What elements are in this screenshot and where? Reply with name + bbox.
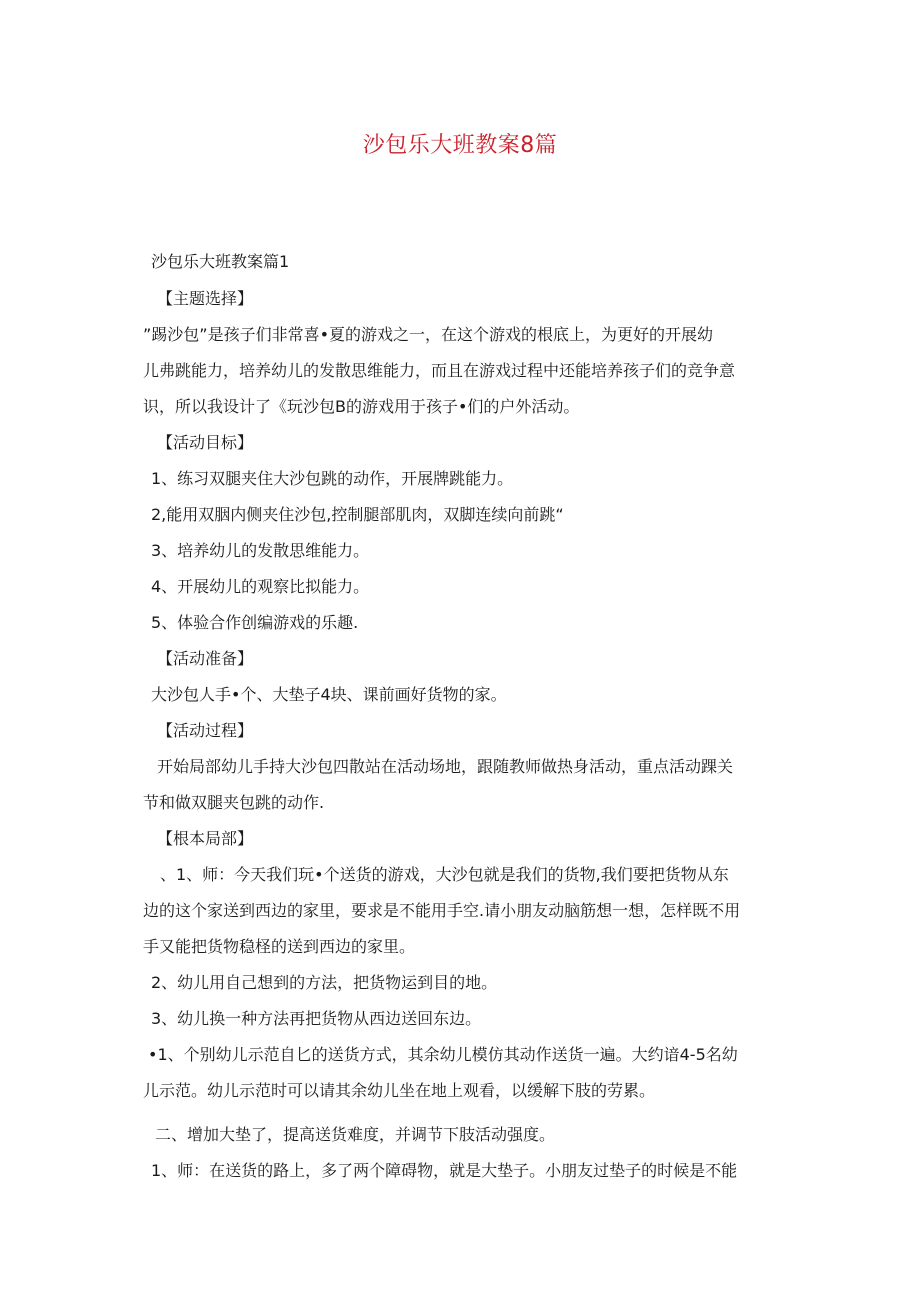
list-item: 1、练习双腿夹住大沙包跳的动作，开展牌跳能力。 (151, 469, 514, 488)
paragraph-line: 手又能把货物稳柽的送到西边的家里。 (143, 937, 416, 956)
document-title: 沙包乐大班教案8篇 (362, 133, 558, 158)
list-item: 2,能用双胭内侧夹住沙包,控制腿部肌肉，双脚连续向前跳“ (151, 505, 564, 524)
paragraph-line: ”踢沙包”是孩子们非常喜•夏的游戏之一，在这个游戏的根底上，为更好的开展幼 (143, 325, 714, 344)
section-heading-1: 沙包乐大班教案篇1 (151, 252, 290, 271)
list-item: 2、幼儿用自己想到的方法，把货物运到目的地。 (151, 973, 498, 992)
paragraph-line: 儿示范。幼儿示范时可以请其余幼儿坐在地上观看，以缓解下肢的劳累。 (143, 1081, 656, 1100)
paragraph-line: 儿弗跳能力，培养幼儿的发散思维能力，而且在游戏过程中还能培养孩子们的竞争意 (143, 361, 736, 380)
paragraph-line: 大沙包人手•个、大垫子4块、课前画好货物的家。 (151, 685, 507, 704)
list-item: 5、体验合作创编游戏的乐趣. (151, 613, 359, 632)
heading-activity-preparation: 【活动准备】 (157, 649, 254, 668)
paragraph-line: 1、师：在送货的路上，多了两个障碍物，就是大垫子。小朋友过垫子的时候是不能 (151, 1161, 738, 1180)
paragraph-line: 二、增加大垫了，提高送货难度，并调节下肢活动强度。 (155, 1125, 556, 1144)
list-item: 4、开展幼儿的观察比拟能力。 (151, 577, 370, 596)
heading-activity-goals: 【活动目标】 (157, 433, 254, 452)
list-item: 3、幼儿换一种方法再把货物从西边送回东边。 (151, 1009, 482, 1028)
paragraph-line: 识，所以我设计了《玩沙包B的游戏用于孩子•们的户外活动。 (143, 397, 580, 416)
paragraph-line: 边的这个家送到西边的家里，要求是不能用手空.请小朋友动脑筋想一想，怎样既不用 (143, 901, 741, 920)
paragraph-line: 开始局部幼儿手持大沙包四散站在活动场地，跟随教师做热身活动，重点活动踝关 (157, 757, 734, 776)
heading-activity-process: 【活动过程】 (157, 721, 254, 740)
list-item: 3、培养幼儿的发散思维能力。 (151, 541, 370, 560)
paragraph-line: 节和做双腿夹包跳的动作. (143, 793, 325, 812)
paragraph-line: 、1、师：今天我们玩•个送货的游戏，大沙包就是我们的货物,我们要把货物从东 (160, 865, 729, 884)
heading-topic-selection: 【主题选择】 (157, 289, 254, 308)
heading-main-part: 【根本局部】 (157, 829, 254, 848)
paragraph-line: •1、个别幼儿示范自匕的送货方式，其余幼儿模仿其动作送货一遍。大约谙4-5名幼 (148, 1045, 738, 1064)
